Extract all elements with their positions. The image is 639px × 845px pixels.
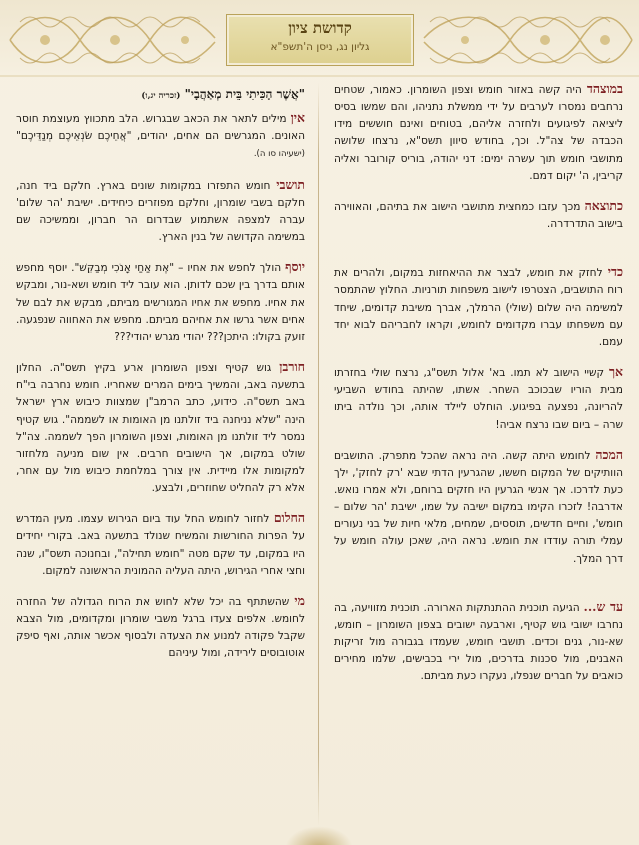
paragraph-text: הולך לחפש את אחיו – "אֶת אַחַי אָנֹכִי מְבַקֵּשׁ". יוסף מחפש אותם בדרך בין שכם לדותן. הוא עובר ליד חומש ושא-נור, ומבקש את אחיו. מחפש את אחיו המגורשים מביתם, מבקש את לבם של אחים אשר גרשו את אחיהם מביתם. מחפש את האחווה שנפגעה. זועק בקולו: היתכן??? יהודי מגרש יהודי??? [16,262,305,343]
paragraph [16,176,305,247]
left-column [16,80,305,840]
lead-word: כדי [607,264,623,280]
lead-word: יוסף [285,259,305,275]
title-box [226,14,414,66]
verse-text: "אֲשֶׁר הָכִּיתִי בֵּית מְאַהֲבָי" [184,87,305,101]
verse-source: (זכריה יג,ו) [141,91,181,101]
paragraph-text: לחזק את חומש, לבצר את ההיאחזות במקום, ולהרים את רוח התושבים, הצטרפו לישוב משפחות תורניות. החלוץ שהתמסר למשימה היה שלום (שולי) הרמלך, אברך משיבת קדומים, שיחד עם משפחתו עברו מקדומים לחומש, וקראו לחבריהם לבוא יחד עמם. [334,267,623,348]
paragraph [16,509,305,580]
bottom-ornament [285,826,353,845]
paragraph-text: לחומש היתה קשה. היה נראה שהכל מתפרק. התושבים הוותיקים של המקום חששו, שהגרעין הדתי שבא 'רק לחזק', ילך כעת לדרכו. אך אנשי הגרעין היו חזקים ברוחם, ולא אמרו נואש. אדרבה! לזכרו הקימו במקום ישיבה על שמו, ישיבת 'הר שלום – חומש', וחיים חדשים, תוססים, שמחים, מלאי חיות של בני נעורים עמלי תורה עודדו את חומש. נראה היה, שאכן עולה חומש על דרך המלך. [334,449,623,565]
issue-subtitle: גליון נג, ניסן ה'תשפ"א [270,41,370,53]
right-column [334,80,623,840]
page-title: קדושת ציון [288,19,352,37]
verse-quote [16,86,305,105]
paragraph-text: גוש קטיף וצפון השומרון ארע בקיץ תשס"ה. החלון בתשעה באב, והמשיך בימים המרים שאחריו. חומש נחרבה בי"ח באב תשס"ה. כידוע, כתב הרמב"ן שמצוות כיבוש ארץ ישראל הינה "שלא נניחנה ביד זולתנו מן האומות או לשממה". גוש קטיף נמסר ליד זולתנו מן האומות, וצפון השומרון הפך לשממה. צה"ל שולט במקום, אך הישובים חרבים. אין שום מניעה מלחזור למקומות אלו מיידית. אין צורך במלחמת כיבוש מול עם אחר, אלא רק להחליט שחוזרים, ולבצע. [16,362,305,495]
verse-source: (ישעיהו סו ה). [253,149,305,160]
paragraph [334,263,623,351]
paragraph-text: קשיי הישוב לא תמו. בא' אלול תשס"ג, נרצח שולי בחזרתו מבית הוריו שבכוכב השחר. אשתו, שהיתה בחודש השביעי להריונה, נפצעה בפיגוע. הוחלט ליילד אותה, וכך נולדה ביתו שרה – ביום שבו נרצח אביה! [334,367,623,431]
paragraph [334,197,623,233]
lead-word: החלום [273,510,305,526]
paragraph-text: לחזור לחומש החל עוד ביום הגירוש עצמו. מעין המדרש על הפרות החורשות והמשיח שנולד בתשעה באב. בקורי יחידים היו במקום, עד שקם מטה "חומש תחילה", ובחנוכה תשס"ו, שנה וחצי אחרי הגירוש, היתה העליה ההמונית הראשונה למקום. [16,513,305,577]
paragraph [334,446,623,568]
lead-word: במוצהד [586,81,623,96]
paragraph [16,358,305,497]
paragraph [334,363,623,434]
paragraph-text: חומש התפזרו במקומות שונים בארץ. חלקם ביד חנה, חלקם בשבי שומרון, וחלקם מפוזרים כיחידים. ישיבת 'הר שלום' עברה למצפה אשתמוע שבדרום הר חברון, וממשיכה שם במשימה הקדושה של בנין הארץ. [16,179,305,244]
paragraph-text: היה קשה באזור חומש וצפון השומרון. כאמור, שטחים נרחבים נמסרו לערבים על ידי ממשלת נתניהו, והם שמשו בסיס ליציאה לפיגועים ולחזרה אליהם, בטוחים ואינם חוששים מידו הכבדה של צה"ל. וכך, בחודש סיוון תשס"א, נרצחו שלושה מתושבי חומש תוך עשרה ימים: דני יהודה, בוריס קורובר ואליה קריבין, ה' יקום דמם. [334,84,623,182]
lead-word: המכה [595,446,623,462]
lead-word: עד ש... [583,598,623,614]
lead-word: כתוצאה [584,197,623,213]
paragraph [16,258,305,346]
paragraph [334,598,623,686]
ornamental-header [0,0,639,78]
paragraph-text: מכך עזבו כמחצית מתושבי הישוב את בתיהם, והאווירה בישוב התדרדרה. [334,200,623,231]
lead-word: תושבי [276,176,305,192]
paragraph [16,592,305,663]
lead-word: אך [608,364,623,380]
lead-word: אין [290,110,305,126]
column-divider [318,82,319,826]
paragraph [16,109,305,163]
lead-word: מי [294,592,305,608]
lead-word: חורבן [279,359,305,375]
paragraph [334,80,623,185]
paragraph-text: שהשתתף בה יכל שלא לחוש את הרוח הגדולה של החזרה לחומש. אלפים צעדו ברגל משבי שומרון ומקדומים, מול הצבא שקבל פקודה למנוע את הצעדה ולבסוף אכשר אותה, ואף סיפק אוטובוסים לירידה, ומול עיניהם [16,595,305,660]
paragraph-text: הגיעה תוכנית ההתנתקות הארורה. תוכנית מזוויעה, בה נחרבו ישובי גוש קטיף, וארבעה ישובים בצפון השומרון – חומש, שא-נור, גנים וכדים. תושבי חומש, שעמדו בגבורה מול זריקות האבנים, מול סכנות בדרכים, מול ירי בכבישים, שלמו מחירים כואבים על חברים שנפלו, נעקרו כעת מביתם. [334,601,623,683]
paragraph-text: מילים לתאר את הכאב שבגרוש. הלב מתכווץ מעוצמת חוסר האונים. המגרשים הם אחים, יהודים, "אֲחֵיכֶם שֹׂנְאֵיכֶם מְנַדֵּיכֶם" [16,113,305,143]
